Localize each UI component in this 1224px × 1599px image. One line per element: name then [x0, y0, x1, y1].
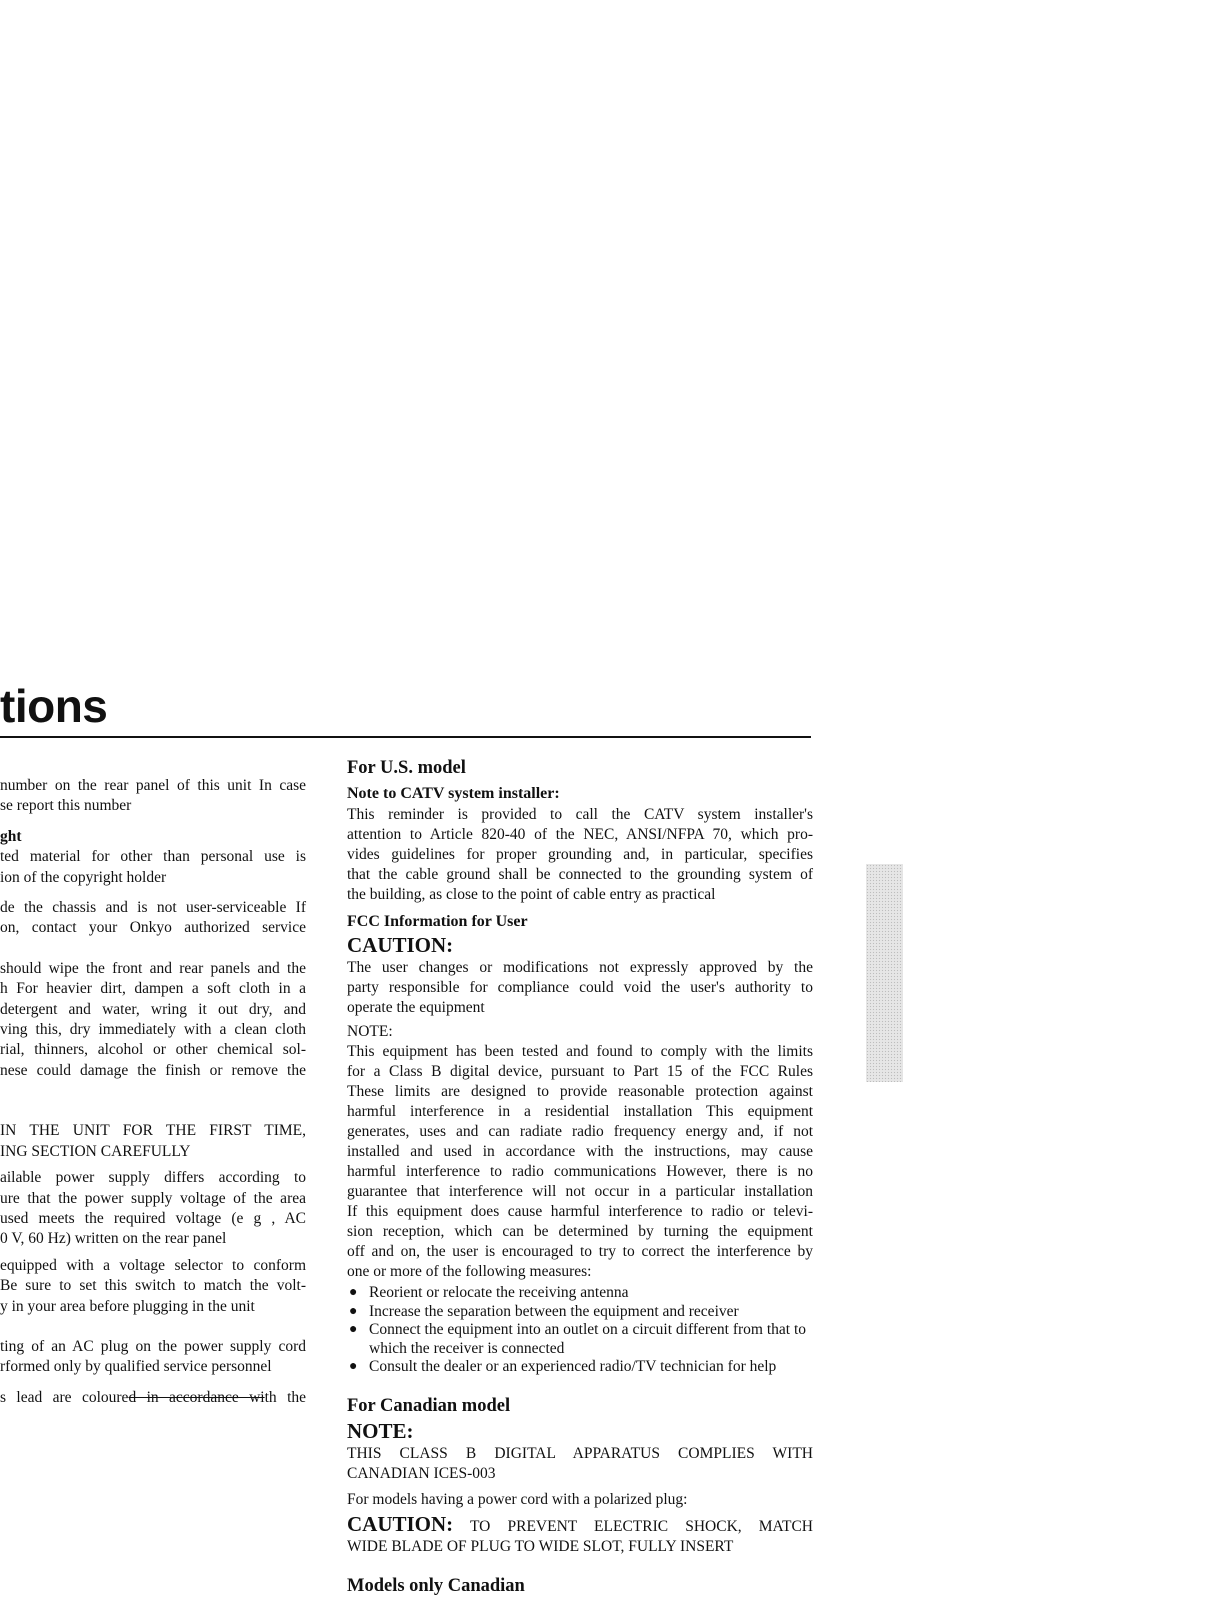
list-item-text: Connect the equipment into an outlet on a circuit different from that to which the receiver is connected: [369, 1321, 807, 1357]
text-line: party responsible for compliance could void the user's authority to: [347, 979, 813, 996]
text-line: ailable power supply differs according to: [0, 1169, 306, 1187]
list-item: [347, 1358, 813, 1377]
struck-text: d in accordance wi: [128, 1388, 265, 1406]
spacer: [0, 939, 306, 949]
us-model-heading: For U.S. model: [347, 758, 466, 778]
fcc-note-paragraph: [347, 1042, 813, 1282]
text-line: y in your area before plugging in the unit: [0, 1297, 255, 1315]
text-line: rformed only by qualified service personnel: [0, 1358, 272, 1376]
caution-label: CAUTION:: [347, 1511, 454, 1536]
left-column: [0, 776, 306, 1584]
text-line: ted material for other than personal use is: [0, 848, 306, 866]
text-line: off and on, the user is encouraged to try to correct the interference by: [347, 1243, 813, 1260]
text-line: harmful interference to radio communications However, there is no: [347, 1163, 813, 1180]
text-segment: th the: [264, 1388, 307, 1406]
list-item: [347, 1321, 813, 1358]
spacer: [0, 888, 306, 898]
measures-list: [347, 1284, 813, 1377]
text-line: ure that the power supply voltage of the area: [0, 1189, 306, 1207]
fcc-heading: FCC Information for User: [347, 913, 528, 930]
caution-heading: CAUTION:: [347, 933, 454, 957]
list-item-text: Increase the separation between the equipment and receiver: [369, 1302, 739, 1320]
text-line: vides guidelines for proper grounding and, in particular, specifies: [347, 846, 813, 863]
text-line: guarantee that interference will not occur in a particular installation: [347, 1183, 813, 1200]
text-line: one or more of the following measures:: [347, 1263, 592, 1280]
text-line: should wipe the front and rear panels and the: [0, 959, 306, 977]
spacer: [0, 1111, 306, 1121]
ices-paragraph: [347, 1444, 813, 1484]
section-heading: ght: [0, 827, 22, 845]
bullet-icon: ●: [349, 1285, 358, 1300]
text-line: equipped with a voltage selector to conform: [0, 1256, 306, 1274]
text-line: If this equipment does cause harmful interference to radio or televi-: [347, 1203, 813, 1220]
text-line: [347, 1511, 813, 1537]
text-line: This equipment has been tested and found to comply with the limits: [347, 1043, 813, 1060]
text-line: used meets the required voltage (e g , AC: [0, 1209, 306, 1227]
canadian-note-heading: NOTE:: [347, 1418, 414, 1443]
note-label: NOTE:: [347, 1023, 393, 1040]
text-line: This reminder is provided to call the CATV system installer's: [347, 806, 813, 823]
spacer: [0, 1378, 306, 1388]
text-line: WIDE BLADE OF PLUG TO WIDE SLOT, FULLY INSERT: [347, 1537, 734, 1555]
polarized-caution: [347, 1511, 813, 1557]
text-line: attention to Article 820-40 of the NEC, ANSI/NFPA 70, which pro-: [347, 826, 813, 843]
text-segment: TO PREVENT ELECTRIC SHOCK, MATCH: [453, 1517, 813, 1535]
bullet-icon: ●: [349, 1322, 358, 1337]
title-rule: [0, 736, 811, 738]
spacer: [0, 1101, 306, 1111]
polarized-plug-text: For models having a power cord with a polarized plug:: [347, 1490, 688, 1508]
text-line: ion of the copyright holder: [0, 868, 167, 886]
list-item-text: Consult the dealer or an experienced radio/TV technician for help: [369, 1358, 777, 1375]
text-line: sion reception, which can be determined by turning the equipment: [347, 1223, 813, 1240]
catv-heading: Note to CATV system installer:: [347, 785, 560, 802]
text-line: generates, uses and can radiate radio frequency energy and, if not: [347, 1123, 813, 1140]
text-line: Be sure to set this switch to match the volt-: [0, 1277, 306, 1295]
text-line: detergent and water, wring it out dry, and: [0, 1000, 306, 1018]
text-line: de the chassis and is not user-serviceable If: [0, 899, 306, 917]
text-line: These limits are designed to provide reasonable protection against: [347, 1083, 813, 1100]
cutoff-heading: Models only Canadian: [347, 1575, 525, 1596]
text-line: installed and used in accordance with the instructions, may cause: [347, 1143, 813, 1160]
text-line: IN THE UNIT FOR THE FIRST TIME,: [0, 1122, 306, 1140]
text-line: the building, as close to the point of cable entry as practical: [347, 886, 716, 903]
text-line: ting of an AC plug on the power supply cord: [0, 1337, 306, 1355]
text-line: nese could damage the finish or remove the: [0, 1061, 306, 1079]
canadian-model-heading: For Canadian model: [347, 1395, 511, 1416]
text-line: h For heavier dirt, dampen a soft cloth in a: [0, 980, 306, 998]
text-line: on, contact your Onkyo authorized service: [0, 919, 306, 937]
caution-paragraph: [347, 958, 813, 1018]
page-title: tions: [0, 680, 108, 732]
bullet-icon: ●: [349, 1303, 358, 1319]
catv-paragraph: [347, 805, 813, 905]
side-tab-marker: [866, 864, 903, 1082]
text-line: for a Class B digital device, pursuant to Part 15 of the FCC Rules: [347, 1063, 813, 1080]
text-line: THIS CLASS B DIGITAL APPARATUS COMPLIES WITH: [347, 1444, 813, 1462]
text-line: rial, thinners, alcohol or other chemical sol-: [0, 1041, 306, 1059]
list-item-text: Reorient or relocate the receiving antenna: [369, 1284, 629, 1301]
spacer: [0, 1327, 306, 1337]
text-line: that the cable ground shall be connected to the grounding system of: [347, 866, 813, 883]
text-line: ING SECTION CAREFULLY: [0, 1142, 191, 1160]
spacer: [0, 1317, 306, 1327]
text-segment: s lead are coloure: [0, 1388, 129, 1406]
bullet-icon: ●: [349, 1359, 358, 1374]
spacer: [0, 1091, 306, 1101]
text-line: ving this, dry immediately with a clean cloth: [0, 1021, 306, 1039]
list-item: [347, 1303, 813, 1322]
text-line: [0, 1388, 306, 1408]
text-line: se report this number: [0, 797, 132, 815]
text-line: number on the rear panel of this unit In case: [0, 777, 306, 794]
text-line: The user changes or modifications not expressly approved by the: [347, 959, 813, 976]
right-column: [347, 755, 813, 1596]
text-line: 0 V, 60 Hz) written on the rear panel: [0, 1230, 227, 1248]
text-line: operate the equipment: [347, 999, 485, 1016]
text-line: CANADIAN ICES-003: [347, 1464, 496, 1482]
text-line: harmful interference in a residential installation This equipment: [347, 1103, 813, 1120]
spacer: [0, 949, 306, 959]
spacer: [0, 1081, 306, 1091]
list-item: [347, 1284, 813, 1303]
